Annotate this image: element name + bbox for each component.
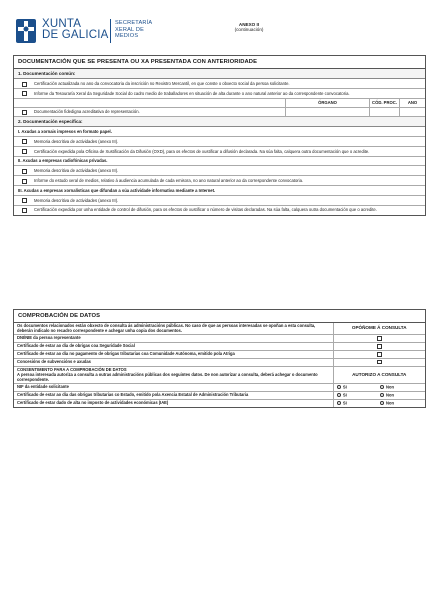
- consent-heading: CONSENTIMENTO PARA A COMPROBACIÓN DE DATOS: [17, 366, 127, 372]
- organ-field[interactable]: [285, 108, 369, 117]
- doc-item: Memoria descritiva de actividades (anexo III).: [14, 137, 425, 147]
- representation-row: Documentación fidedigna acreditativa de representación.: [14, 108, 425, 118]
- doc-checkbox[interactable]: [22, 208, 27, 213]
- data-check-section: [13, 309, 426, 408]
- yes-radio[interactable]: [337, 385, 341, 389]
- specific-docs-heading: 2. Documentación específica:: [14, 117, 425, 127]
- doc-checkbox[interactable]: [22, 110, 27, 115]
- authorize-header: AUTORIZO A CONSULTA: [333, 366, 425, 383]
- logo-wordmark: XUNTA DE GALICIA: [42, 18, 109, 41]
- doc-checkbox[interactable]: [22, 179, 27, 184]
- no-radio[interactable]: [380, 401, 384, 405]
- data-check-title: COMPROBACIÓN DE DATOS: [14, 310, 425, 323]
- year-field[interactable]: [399, 108, 425, 117]
- oppose-checkbox[interactable]: [377, 344, 382, 349]
- doc-item: Informe do estudo xeral de medios, relativo á audiencia acumulada de cada emisora, no ano natural anterior ao da correspondente convocatoria.: [14, 176, 425, 186]
- oppose-header: OPÓÑOME Á CONSULTA: [333, 323, 425, 335]
- doc-checkbox[interactable]: [22, 149, 27, 154]
- doc-checkbox[interactable]: [22, 91, 27, 96]
- doc-item: Memoria descritiva de actividades (anexo III).: [14, 196, 425, 206]
- doc-item: Certificación expedida por unha entidade de control de difusión, para os efectos de xustificar o número de visitas declaradas. Na súa falta, calquera outra documentación que o acredite.: [14, 206, 425, 215]
- authorize-row: Certificado de estar ao día das obrigas tributarias co Estado, emitido pola Axencia Estatal de Administración Tributaria SI Non: [14, 392, 425, 400]
- data-check-table: [14, 323, 425, 407]
- doc-item: Certificación expedida pola Oficina de Xustificación da Difusión (OXD), para os efectos de xustificar a difusión declarada. Na súa falta, calquera outra documentación que o acredite.: [14, 147, 425, 157]
- no-radio[interactable]: [380, 385, 384, 389]
- oppose-intro: Os documentos relacionados están obxecto de consulta ás administracións públicas. No caso de que as persoas interesadas se opoñan a esta consulta, deberán indicalo no recadro correspondente e achegar unha copia dos documentos.: [14, 323, 333, 335]
- doc-item: Informe da Tesouraría Xeral da Seguridade Social do cadro medio de traballadores en situación de alta durante o ano natural anterior ao da correspondente convocatoria.: [14, 89, 425, 99]
- oppose-row: Certificado de estar ao día no pagamento de obrigas tributarias coa Comunidade Autónoma, emitido pola Atriga: [14, 351, 425, 359]
- year-header: ANO: [399, 99, 425, 107]
- oppose-checkbox[interactable]: [377, 336, 382, 341]
- doc-checkbox[interactable]: [22, 198, 27, 203]
- oppose-checkbox[interactable]: [377, 360, 382, 365]
- proc-code-header: CÓD. PROC.: [369, 99, 399, 107]
- documentation-title: DOCUMENTACIÓN QUE SE PRESENTA OU XA PRESENTADA CON ANTERIORIDADE: [14, 56, 425, 69]
- organ-header-row: [14, 99, 425, 108]
- oppose-header-row: [14, 323, 425, 335]
- yes-radio[interactable]: [337, 393, 341, 397]
- doc-item: Certificación actualizada no ano da convocatoria da inscrición no Rexistro Mercantil, en que conste o obxecto social da persoa solicitante.: [14, 79, 425, 89]
- no-radio[interactable]: [380, 393, 384, 397]
- group-heading: III. Axudas a empresas xornalísticas que difundan a súa actividade informativa mediante a Internet.: [14, 186, 425, 196]
- consent-header-row: [14, 366, 425, 383]
- consent-intro: A persoa interesada autoriza a consulta a outras administracións públicas dos seguintes datos. De non autorizar a consulta, deberá achegar o documento correspondente.: [17, 371, 318, 382]
- authorize-row: Certificado de estar dado de alta no imposto de actividades económicas (IAE) SI Non: [14, 399, 425, 406]
- doc-item: Memoria descritiva de actividades (anexo III).: [14, 166, 425, 176]
- logo-divider: [110, 19, 111, 43]
- oppose-row: DNI/NIE da persoa representante: [14, 335, 425, 343]
- common-docs-heading: 1. Documentación común:: [14, 69, 425, 79]
- organ-header: ÓRGANO: [285, 99, 369, 107]
- authorize-row: NIF da entidade solicitante SI Non: [14, 384, 425, 392]
- annex-label: ANEXO II (continuación): [234, 22, 264, 33]
- doc-checkbox[interactable]: [22, 82, 27, 87]
- oppose-checkbox[interactable]: [377, 352, 382, 357]
- documentation-section: [13, 55, 426, 216]
- yes-radio[interactable]: [337, 401, 341, 405]
- page-header: [14, 18, 426, 50]
- group-heading: II. Axudas a empresas radiofónicas privadas.: [14, 157, 425, 167]
- doc-checkbox[interactable]: [22, 139, 27, 144]
- oppose-row: Concesións de subvencións e axudas: [14, 359, 425, 367]
- xunta-logo-icon: [14, 18, 38, 44]
- doc-checkbox[interactable]: [22, 169, 27, 174]
- proc-code-field[interactable]: [369, 108, 399, 117]
- oppose-row: Certificado de estar ao día de obrigas coa Seguridade Social: [14, 343, 425, 351]
- department-name: SECRETARÍA XERAL DE MEDIOS: [115, 20, 153, 40]
- group-heading: I. Axudas a xornais impresos en formato papel.: [14, 127, 425, 137]
